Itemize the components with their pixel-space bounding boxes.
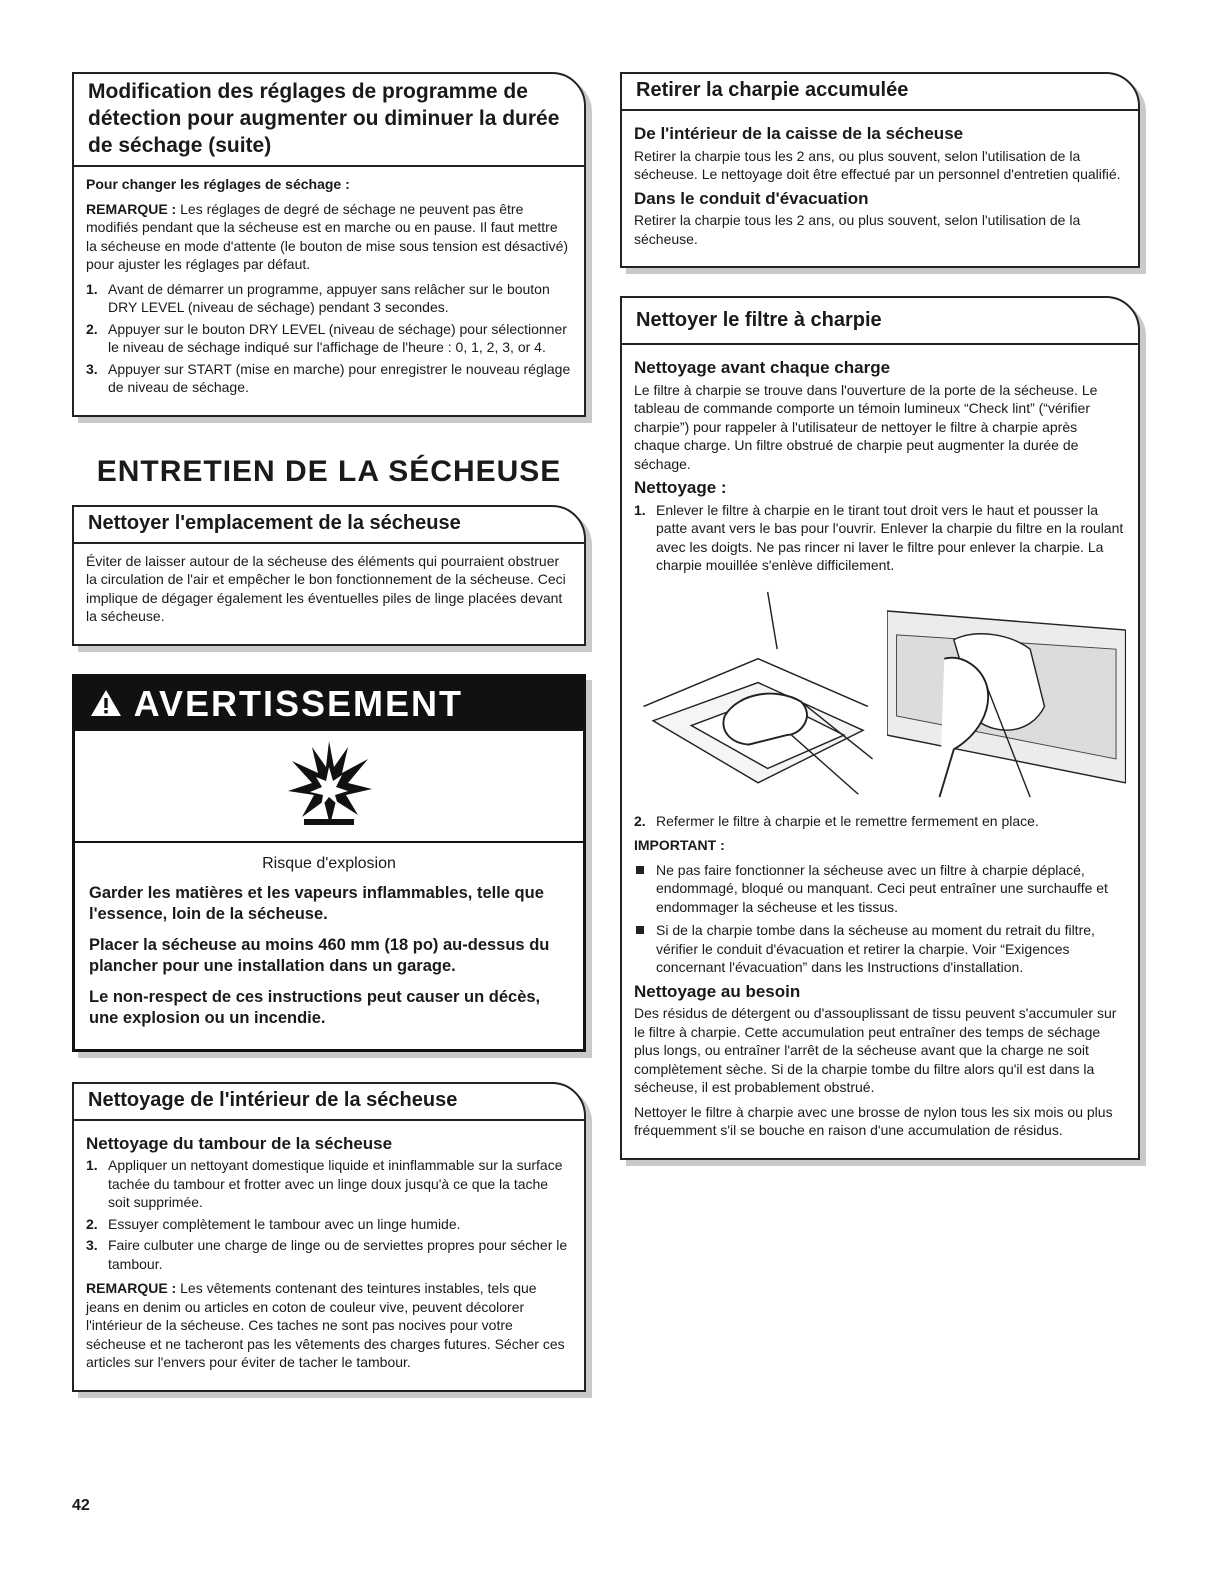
interior-cleaning-box [72, 1082, 586, 1392]
page-number: 42 [72, 1497, 90, 1514]
dry-level-steps [86, 280, 572, 397]
explosion-icon [284, 737, 374, 834]
dry-level-lead: Pour changer les réglages de séchage : [86, 176, 350, 192]
as-needed-subtitle: Nettoyage au besoin [634, 981, 801, 1001]
important-label: IMPORTANT : [634, 837, 725, 853]
dry-level-settings-title: Modification des réglages de programme de détection pour augmenter ou diminuer la durée de séchage (suite) [74, 74, 584, 167]
step-text: Appliquer un nettoyant domestique liquide et ininflammable sur la surface tachée du tambour et frotter avec un linge doux jusqu'à ce que la tache soit supprimée. [108, 1157, 563, 1210]
cleaning-subtitle: Nettoyage : [634, 478, 727, 497]
list-item [634, 812, 1126, 831]
clean-location-text: Éviter de laisser autour de la sécheuse des éléments qui pourraient obstruer la circulation de l'air et empêcher le bon fonctionnement de la sécheuse. Ceci implique de dégager également les éventuelles piles de linge placées devant la sécheuse. [86, 552, 566, 624]
filter-cleaning-drawing [887, 587, 1126, 802]
list-item [86, 1215, 572, 1234]
warning-triangle-icon [89, 683, 134, 724]
exhaust-subtitle: Dans le conduit d'évacuation [634, 188, 869, 208]
exhaust-text: Retirer la charpie tous les 2 ans, ou plus souvent, selon l'utilisation de la sécheuse. [634, 212, 1081, 247]
list-item [634, 501, 1126, 575]
list-item [86, 1236, 572, 1273]
important-bullets [634, 861, 1126, 977]
filter-step-1 [634, 501, 1126, 575]
step-number: 3. [86, 1237, 98, 1253]
drum-note [86, 1279, 572, 1372]
warning-title: AVERTISSEMENT [133, 682, 464, 724]
warning-header [75, 677, 583, 731]
every-load-text: Le filtre à charpie se trouve dans l'ouverture de la porte de la sécheuse. Le tableau de commande comporte un témoin lumineux “Check lint” (“vérifier charpie”) pour rappeler à l'utilisateur de nettoyer le filtre à charpie après chaque charge. Un filtre obstrué de charpie peut augmenter la durée de séchage. [634, 381, 1098, 472]
every-load-subtitle: Nettoyage avant chaque charge [634, 358, 891, 377]
clean-location-box [72, 505, 586, 646]
remove-lint-title: Retirer la charpie accumulée [622, 74, 1138, 111]
section-title: ENTRETIEN DE LA SÉCHEUSE [96, 454, 562, 488]
lint-filter-box [620, 296, 1140, 1160]
interior-cleaning-title: Nettoyage de l'intérieur de la sécheuse [74, 1084, 584, 1121]
step-number: 2. [634, 812, 646, 829]
dry-level-settings-box [72, 72, 586, 417]
filter-step-2 [634, 812, 1126, 831]
step-text: Faire culbuter une charge de linge ou de serviettes propres pour sécher le tambour. [108, 1237, 568, 1272]
step-text: Avant de démarrer un programme, appuyer sans relâcher sur le bouton DRY LEVEL (niveau de séchage) pendant 3 secondes. [108, 280, 550, 315]
warning-title-wrap [75, 677, 477, 729]
list-item [86, 360, 572, 397]
step-number: 3. [86, 360, 98, 377]
drum-cleaning-subtitle: Nettoyage du tambour de la sécheuse [86, 1133, 393, 1153]
warning-line: Placer la sécheuse au moins 460 mm (18 po) au-dessus du plancher pour une installation dans un garage. [89, 935, 550, 975]
list-item: Si de la charpie tombe dans la sécheuse au moment du retrait du filtre, vérifier le conduit d'évacuation et retirer la charpie. Voir “Exigences concernant l'évacuation” dans les Instructions d'installation. [634, 921, 1126, 977]
cabinet-subtitle: De l'intérieur de la caisse de la sécheuse [634, 124, 964, 143]
step-text: Appuyer sur START (mise en marche) pour enregistrer le nouveau réglage de niveau de séchage. [108, 360, 571, 395]
note-text: Les réglages de degré de séchage ne peuvent pas être modifiés pendant que la sécheuse est en marche ou en pause. Il faut mettre la sécheuse en mode d'attente (le bouton de mise sous tension est désactivé) pour ajuster les réglages par défaut. [86, 200, 569, 272]
step-number: 1. [634, 501, 646, 518]
dry-level-note [86, 200, 572, 274]
clean-location-title: Nettoyer l'emplacement de la sécheuse [74, 507, 584, 544]
list-item: Ne pas faire fonctionner la sécheuse avec un filtre à charpie déplacé, endommagé, bloqué ou manquant. Ceci peut entraîner une surchauffe et endommager la sécheuse et les tissus. [634, 861, 1126, 917]
cabinet-text: Retirer la charpie tous les 2 ans, ou plus souvent, selon l'utilisation de la sécheuse. Le nettoyage doit être effectué par un personnel d'entretien qualifié. [634, 147, 1121, 182]
remove-lint-box [620, 72, 1140, 268]
drum-cleaning-steps [86, 1156, 572, 1273]
right-column [620, 72, 1140, 1160]
step-number: 2. [86, 1215, 98, 1232]
step-text: Essuyer complètement le tambour avec un linge humide. [108, 1215, 461, 1232]
list-item [86, 320, 572, 357]
step-number: 1. [86, 1157, 98, 1173]
step-text: Appuyer sur le bouton DRY LEVEL (niveau de séchage) pour sélectionner le niveau de séchage indiqué sur l'affichage de l'heure : 0, 1, 2, 3, or 4. [108, 320, 567, 355]
step-number: 2. [86, 320, 98, 337]
filter-removal-drawing [634, 587, 877, 802]
note-text: Les vêtements contenant des teintures instables, tels que jeans en denim ou articles en coton de couleur vive, peuvent décolorer l'intérieur de la sécheuse. Ces taches ne sont pas nocives pour votre sécheuse et ne tacheront pas les vêtements des charges futures. Sécher ces articles sur l'envers pour éviter de tacher le tambour. [86, 1280, 565, 1370]
warning-line: Garder les matières et les vapeurs inflammables, telle que l'essence, loin de la sécheuse. [89, 883, 544, 923]
warning-box [72, 674, 586, 1052]
note-label: REMARQUE : [86, 1280, 177, 1296]
list-item [86, 1156, 572, 1212]
warning-line: Le non-respect de ces instructions peut causer un décès, une explosion ou un incendie. [89, 987, 541, 1027]
step-number: 1. [86, 280, 98, 297]
note-label: REMARQUE : [86, 200, 177, 217]
left-column [72, 72, 586, 1392]
warning-risk: Risque d'explosion [262, 854, 396, 872]
explosion-icon-row [75, 731, 583, 843]
step-text: Enlever le filtre à charpie en le tirant tout droit vers le haut et pousser la patte avant vers le bas pour l'ouvrir. Enlever la charpie du filtre en la roulant avec les doigts. Ne pas rincer ni laver le filtre pour enlever la charpie. La charpie mouillée s'enlève difficilement. [656, 501, 1124, 573]
step-text: Refermer le filtre à charpie et le remettre fermement en place. [656, 812, 1039, 829]
nylon-brush-text: Nettoyer le filtre à charpie avec une brosse de nylon tous les six mois ou plus fréquemment s'il se bouche en raison d'une accumulation de résidus. [634, 1103, 1113, 1138]
lint-filter-title: Nettoyer le filtre à charpie [622, 298, 1138, 345]
list-item [86, 280, 572, 317]
as-needed-text: Des résidus de détergent ou d'assouplissant de tissu peuvent s'accumuler sur le filtre à charpie. Cette accumulation peut entraîner des temps de séchage plus longs, ou entraîner l'arrêt de la sécheuse avant que la charge ne soit complètement sèche. Si de la charpie tombe du filtre alors qu'il est dans la sécheuse, il est probablement obstrué. [634, 1005, 1117, 1095]
lint-filter-illustration [634, 587, 1126, 802]
